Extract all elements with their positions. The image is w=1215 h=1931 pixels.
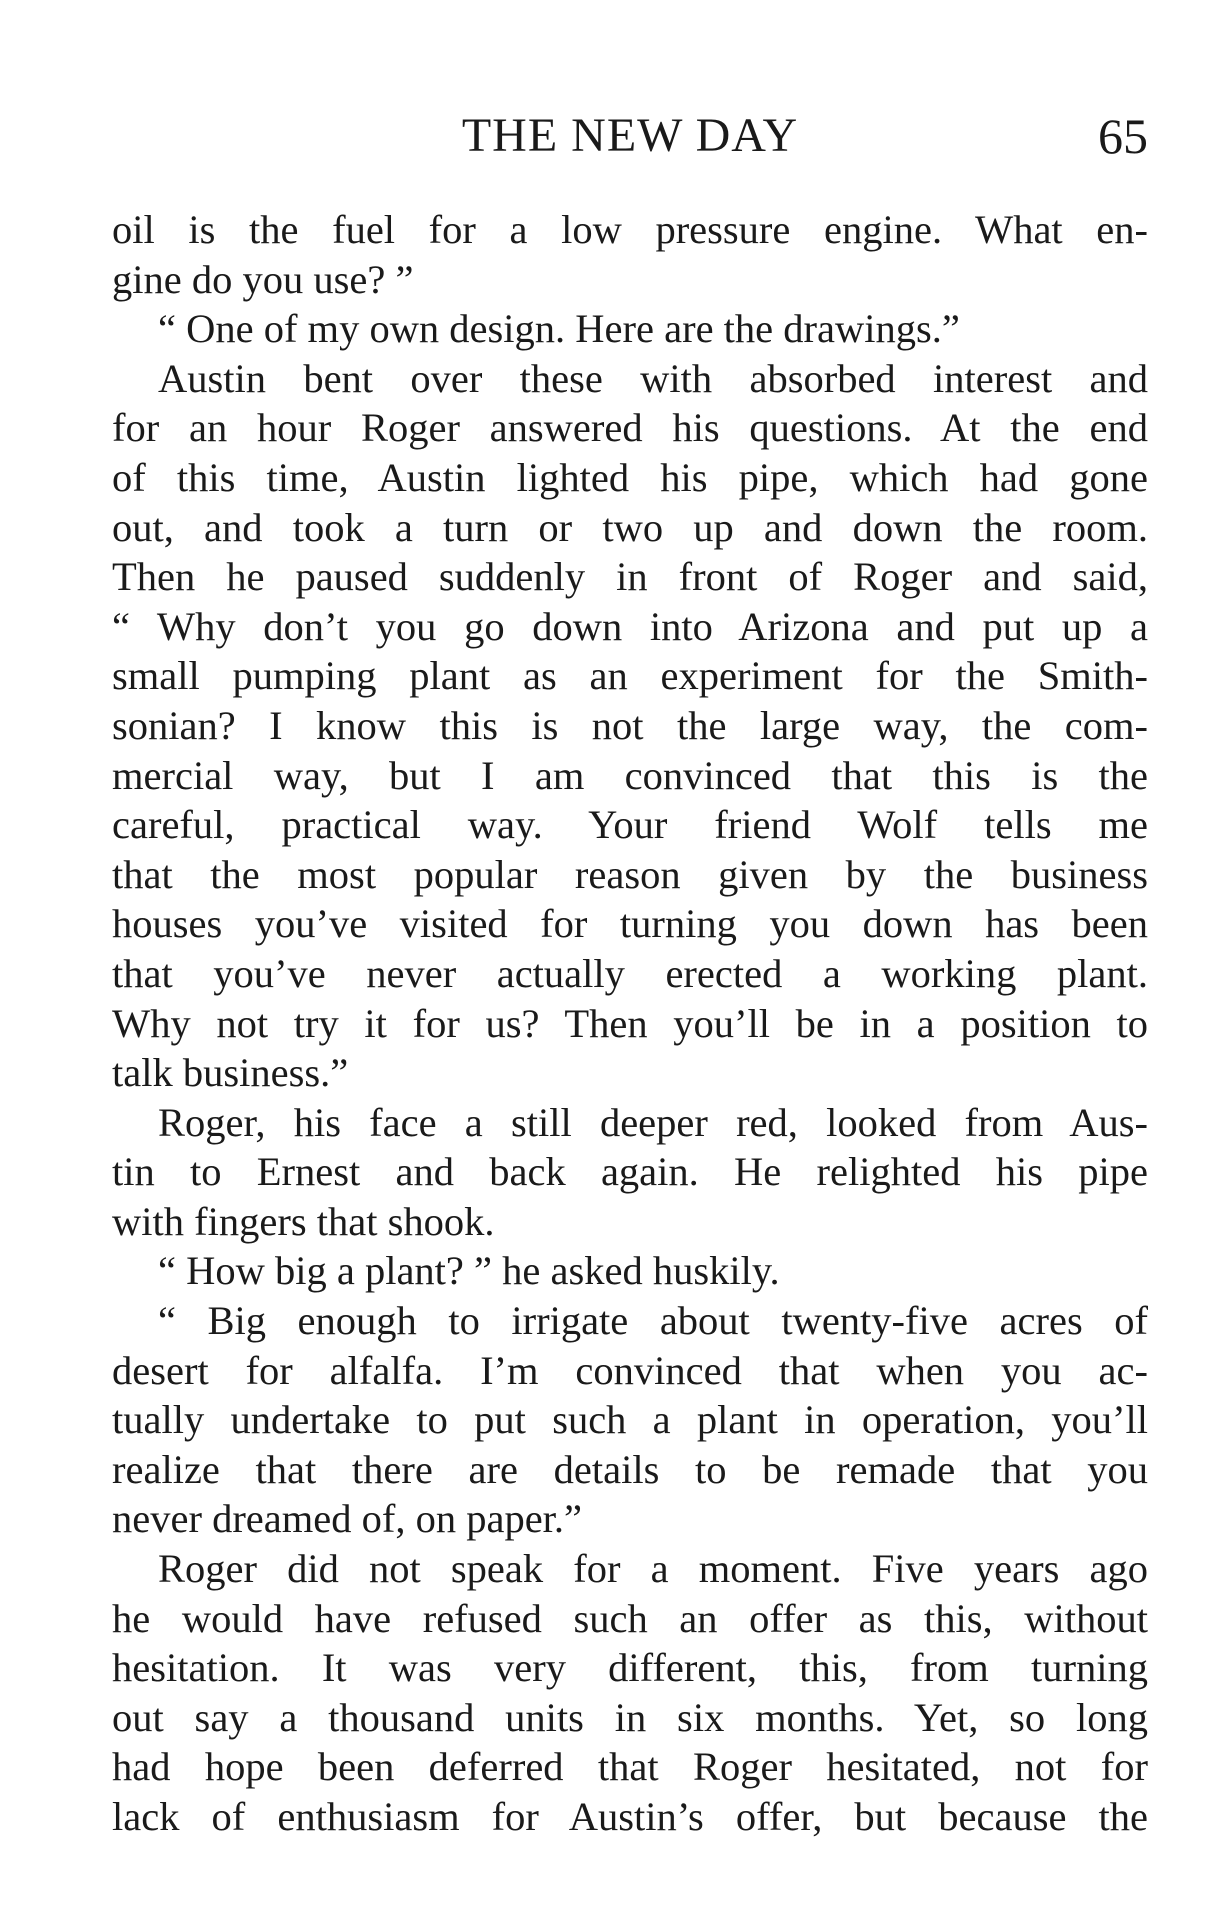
page-number: 65	[1098, 108, 1148, 164]
text-line: realize that there are details to be remade that you	[112, 1446, 1148, 1492]
text-line: “ One of my own design. Here are the drawings.”	[158, 306, 960, 352]
text-line: of this time, Austin lighted his pipe, which had gone	[112, 454, 1148, 500]
body-text	[112, 205, 1148, 1842]
text-line: houses you’ve visited for turning you down has been	[112, 901, 1148, 947]
text-line: “ How big a plant? ” he asked huskily.	[158, 1248, 780, 1294]
text-line: tually undertake to put such a plant in operation, you’ll	[112, 1397, 1148, 1443]
text-line: mercial way, but I am convinced that this is the	[112, 752, 1148, 798]
text-line: he would have refused such an offer as this, without	[112, 1595, 1148, 1641]
text-line: for an hour Roger answered his questions. At the end	[112, 405, 1148, 451]
text-line: oil is the fuel for a low pressure engine. What en-	[112, 207, 1148, 252]
text-line: small pumping plant as an experiment for the Smith-	[112, 653, 1148, 699]
text-line: careful, practical way. Your friend Wolf tells me	[112, 802, 1148, 848]
text-line: out say a thousand units in six months. Yet, so long	[112, 1694, 1148, 1740]
text-line: Then he paused suddenly in front of Roger and said,	[112, 554, 1148, 600]
text-line: tin to Ernest and back again. He relighted his pipe	[112, 1149, 1148, 1195]
text-line: hesitation. It was very different, this, from turning	[112, 1645, 1148, 1691]
text-line: never dreamed of, on paper.”	[112, 1496, 583, 1542]
text-line: with fingers that shook.	[112, 1198, 495, 1244]
text-line: Roger did not speak for a moment. Five years ago	[158, 1546, 1148, 1592]
running-title: THE NEW DAY	[461, 109, 799, 162]
text-line: Why not try it for us? Then you’ll be in a position to	[112, 1000, 1148, 1046]
page-header	[112, 108, 1148, 164]
text-line: lack of enthusiasm for Austin’s offer, but because the	[112, 1794, 1148, 1839]
text-line: had hope been deferred that Roger hesitated, not for	[112, 1744, 1148, 1790]
text-line: Roger, his face a still deeper red, looked from Aus-	[158, 1099, 1148, 1145]
text-line: gine do you use? ”	[112, 256, 414, 302]
text-line: “ Big enough to irrigate about twenty-five acres of	[158, 1298, 1148, 1344]
text-line: talk business.”	[112, 1050, 349, 1096]
text-line: that the most popular reason given by the business	[112, 851, 1148, 897]
text-line: “ Why don’t you go down into Arizona and put up a	[112, 603, 1148, 649]
text-line: that you’ve never actually erected a working plant.	[112, 950, 1148, 996]
text-line: sonian? I know this is not the large way, the com-	[112, 702, 1148, 748]
text-line: Austin bent over these with absorbed interest and	[158, 355, 1148, 401]
text-line: out, and took a turn or two up and down the room.	[112, 504, 1148, 550]
text-line: desert for alfalfa. I’m convinced that when you ac-	[112, 1347, 1148, 1393]
